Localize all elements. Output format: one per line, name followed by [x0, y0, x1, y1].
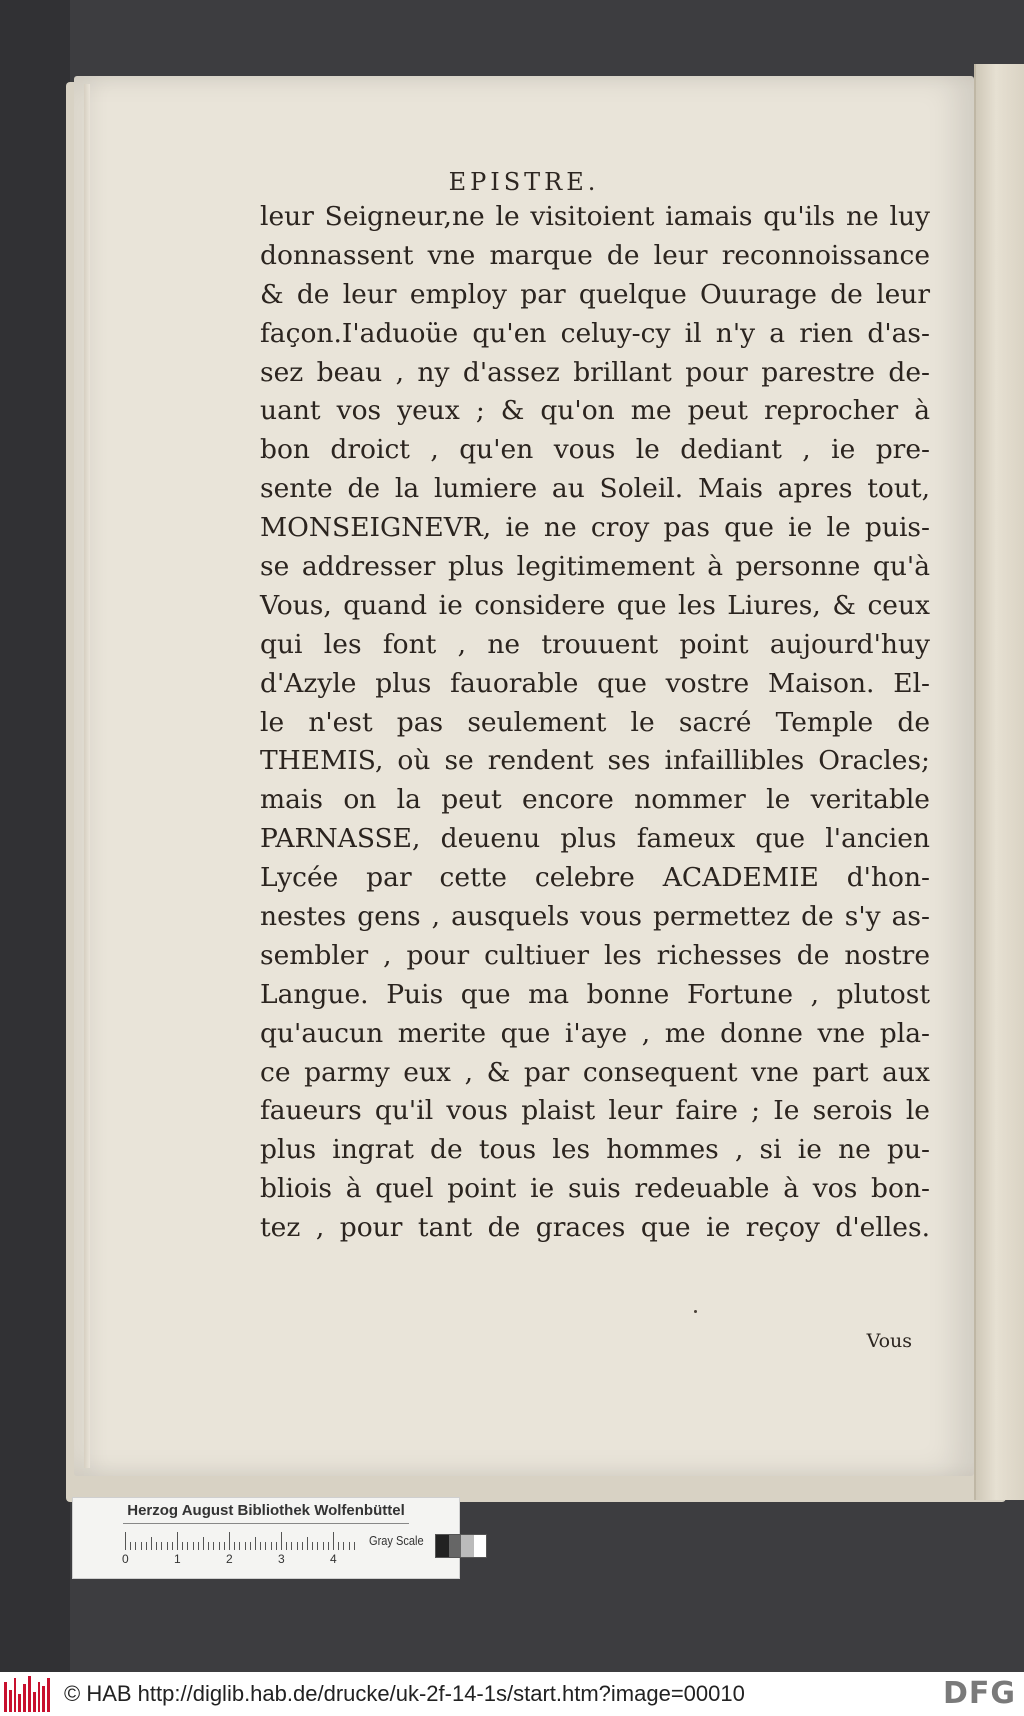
- ruler-tick: [135, 1542, 136, 1550]
- ruler-tick: [245, 1542, 246, 1550]
- ruler-tick: [167, 1542, 168, 1550]
- book-page: [74, 76, 974, 1476]
- color-card: [72, 1497, 460, 1579]
- ruler-tick: [224, 1542, 225, 1550]
- text-line: PARNASSE, deuenu plus fameux que l'ancien: [260, 823, 930, 855]
- text-line: mais on la peut encore nommer le veritable: [260, 784, 930, 816]
- gray-swatch-cell: [449, 1535, 462, 1557]
- gray-scale-label: Gray Scale: [369, 1533, 424, 1548]
- logo-bar: [4, 1682, 7, 1712]
- catchword: Vous: [866, 1330, 912, 1352]
- color-card-title: Herzog August Bibliothek Wolfenbüttel: [127, 1502, 405, 1519]
- ruler-tick: [203, 1537, 204, 1550]
- footer-source-link[interactable]: © HAB http://diglib.hab.de/drucke/uk-2f-14-1s/start.htm?image=00010: [64, 1681, 745, 1706]
- footer-bar: [0, 1672, 1024, 1716]
- scale-number: 0: [122, 1552, 129, 1566]
- text-line: qu'aucun merite que i'aye , me donne vne pla-: [260, 1017, 930, 1049]
- scale-number: 1: [174, 1552, 181, 1566]
- text-line: façon.I'aduoüe qu'en celuy-cy il n'y a rien d'as-: [260, 317, 930, 349]
- ruler-tick: [349, 1542, 350, 1550]
- text-line: Vous, quand ie considere que les Liures, & ceux: [260, 589, 930, 621]
- gray-swatch-cell: [436, 1535, 449, 1557]
- text-line: qui les font , ne trouuent point aujourd'huy: [260, 628, 930, 660]
- logo-bar: [14, 1678, 17, 1712]
- text-line: & de leur employ par quelque Ouurage de leur: [260, 278, 930, 310]
- ruler-tick: [182, 1542, 183, 1550]
- scale-numbers: [122, 1552, 375, 1568]
- ruler-tick: [125, 1532, 126, 1550]
- ruler-tick: [286, 1542, 287, 1550]
- ruler-tick: [333, 1532, 334, 1550]
- text-line: uant vos yeux ; & qu'on me peut reprocher à: [260, 395, 930, 427]
- scale-number: 2: [226, 1552, 233, 1566]
- running-head: EPISTRE.: [448, 168, 600, 196]
- ruler-tick: [271, 1542, 272, 1550]
- text-line: donnassent vne marque de leur reconnoissance: [260, 239, 930, 271]
- ruler-tick: [354, 1542, 355, 1550]
- text-line: nestes gens , ausquels vous permettez de s'y as-: [260, 901, 930, 933]
- page-text-block: [260, 198, 930, 1248]
- text-line: bon droict , qu'en vous le dediant , ie pre-: [260, 434, 930, 466]
- ruler-tick: [276, 1542, 277, 1550]
- text-line: d'Azyle plus fauorable que vostre Maison. El-: [260, 667, 930, 699]
- ruler-tick: [307, 1537, 308, 1550]
- scale-ruler: [125, 1530, 355, 1550]
- ruler-tick: [208, 1542, 209, 1550]
- logo-bar: [42, 1686, 45, 1712]
- ruler-tick: [265, 1542, 266, 1550]
- logo-bar: [18, 1694, 21, 1712]
- facing-leaf-edge: [974, 64, 1024, 1500]
- ruler-tick: [213, 1542, 214, 1550]
- ruler-tick: [177, 1532, 178, 1550]
- logo-bar: [38, 1682, 41, 1712]
- ruler-tick: [323, 1542, 324, 1550]
- text-line: sente de la lumiere au Soleil. Mais apres tout,: [260, 473, 930, 505]
- text-line: se addresser plus legitimement à personne qu'à: [260, 551, 930, 583]
- ruler-tick: [343, 1542, 344, 1550]
- ruler-tick: [312, 1542, 313, 1550]
- ruler-tick: [141, 1542, 142, 1550]
- text-line: Lycée par cette celebre ACADEMIE d'hon-: [260, 862, 930, 894]
- text-line: plus ingrat de tous les hommes , si ie ne pu-: [260, 1134, 930, 1166]
- logo-bar: [47, 1678, 50, 1712]
- ruler-tick: [234, 1542, 235, 1550]
- text-line: Langue. Puis que ma bonne Fortune , plutost: [260, 978, 930, 1010]
- text-line: sembler , pour cultiuer les richesses de nostre: [260, 939, 930, 971]
- ruler-tick: [198, 1542, 199, 1550]
- ruler-tick: [146, 1542, 147, 1550]
- text-line: faueurs qu'il vous plaist leur faire ; Ie serois le: [260, 1095, 930, 1127]
- ruler-tick: [193, 1542, 194, 1550]
- logo-bar: [28, 1676, 31, 1712]
- ruler-tick: [297, 1542, 298, 1550]
- ruler-tick: [281, 1532, 282, 1550]
- ruler-tick: [219, 1542, 220, 1550]
- paper-fleck: [694, 1310, 697, 1313]
- logo-bar: [9, 1690, 12, 1712]
- dfg-logo: DFG: [942, 1676, 1016, 1711]
- logo-bar: [33, 1692, 36, 1712]
- gray-swatch-cell: [474, 1535, 487, 1557]
- ruler-tick: [161, 1542, 162, 1550]
- scale-number: 4: [330, 1552, 337, 1566]
- ruler-tick: [250, 1542, 251, 1550]
- text-line: bliois à quel point ie suis redeuable à vos bon-: [260, 1173, 930, 1205]
- ruler-tick: [187, 1542, 188, 1550]
- ruler-tick: [317, 1542, 318, 1550]
- text-line: le n'est pas seulement le sacré Temple de: [260, 706, 930, 738]
- ruler-tick: [156, 1542, 157, 1550]
- ruler-tick: [328, 1542, 329, 1550]
- text-line: ce parmy eux , & par consequent vne part aux: [260, 1056, 930, 1088]
- ruler-tick: [255, 1537, 256, 1550]
- text-line: MONSEIGNEVR, ie ne croy pas que ie le puis-: [260, 512, 930, 544]
- ruler-tick: [260, 1542, 261, 1550]
- binding-edge: [0, 0, 70, 1672]
- text-line: leur Seigneur,ne le visitoient iamais qu'ils ne luy: [260, 201, 930, 232]
- scale-number: 3: [278, 1552, 285, 1566]
- ruler-tick: [229, 1532, 230, 1550]
- text-line: tez , pour tant de graces que ie reçoy d'elles.: [260, 1212, 930, 1244]
- ruler-tick: [239, 1542, 240, 1550]
- text-line: sez beau , ny d'assez brillant pour parestre de-: [260, 356, 930, 388]
- color-card-divider: [123, 1523, 409, 1524]
- ruler-tick: [130, 1542, 131, 1550]
- ruler-tick: [151, 1537, 152, 1550]
- ruler-tick: [302, 1542, 303, 1550]
- ruler-tick: [338, 1542, 339, 1550]
- hab-barcode-logo-icon: [4, 1676, 50, 1712]
- text-line: THEMIS, où se rendent ses infaillibles Oracles;: [260, 745, 930, 777]
- logo-bar: [23, 1684, 26, 1712]
- ruler-tick: [291, 1542, 292, 1550]
- ruler-tick: [172, 1542, 173, 1550]
- gray-swatch-cell: [461, 1535, 474, 1557]
- gray-scale-swatch: [435, 1534, 487, 1558]
